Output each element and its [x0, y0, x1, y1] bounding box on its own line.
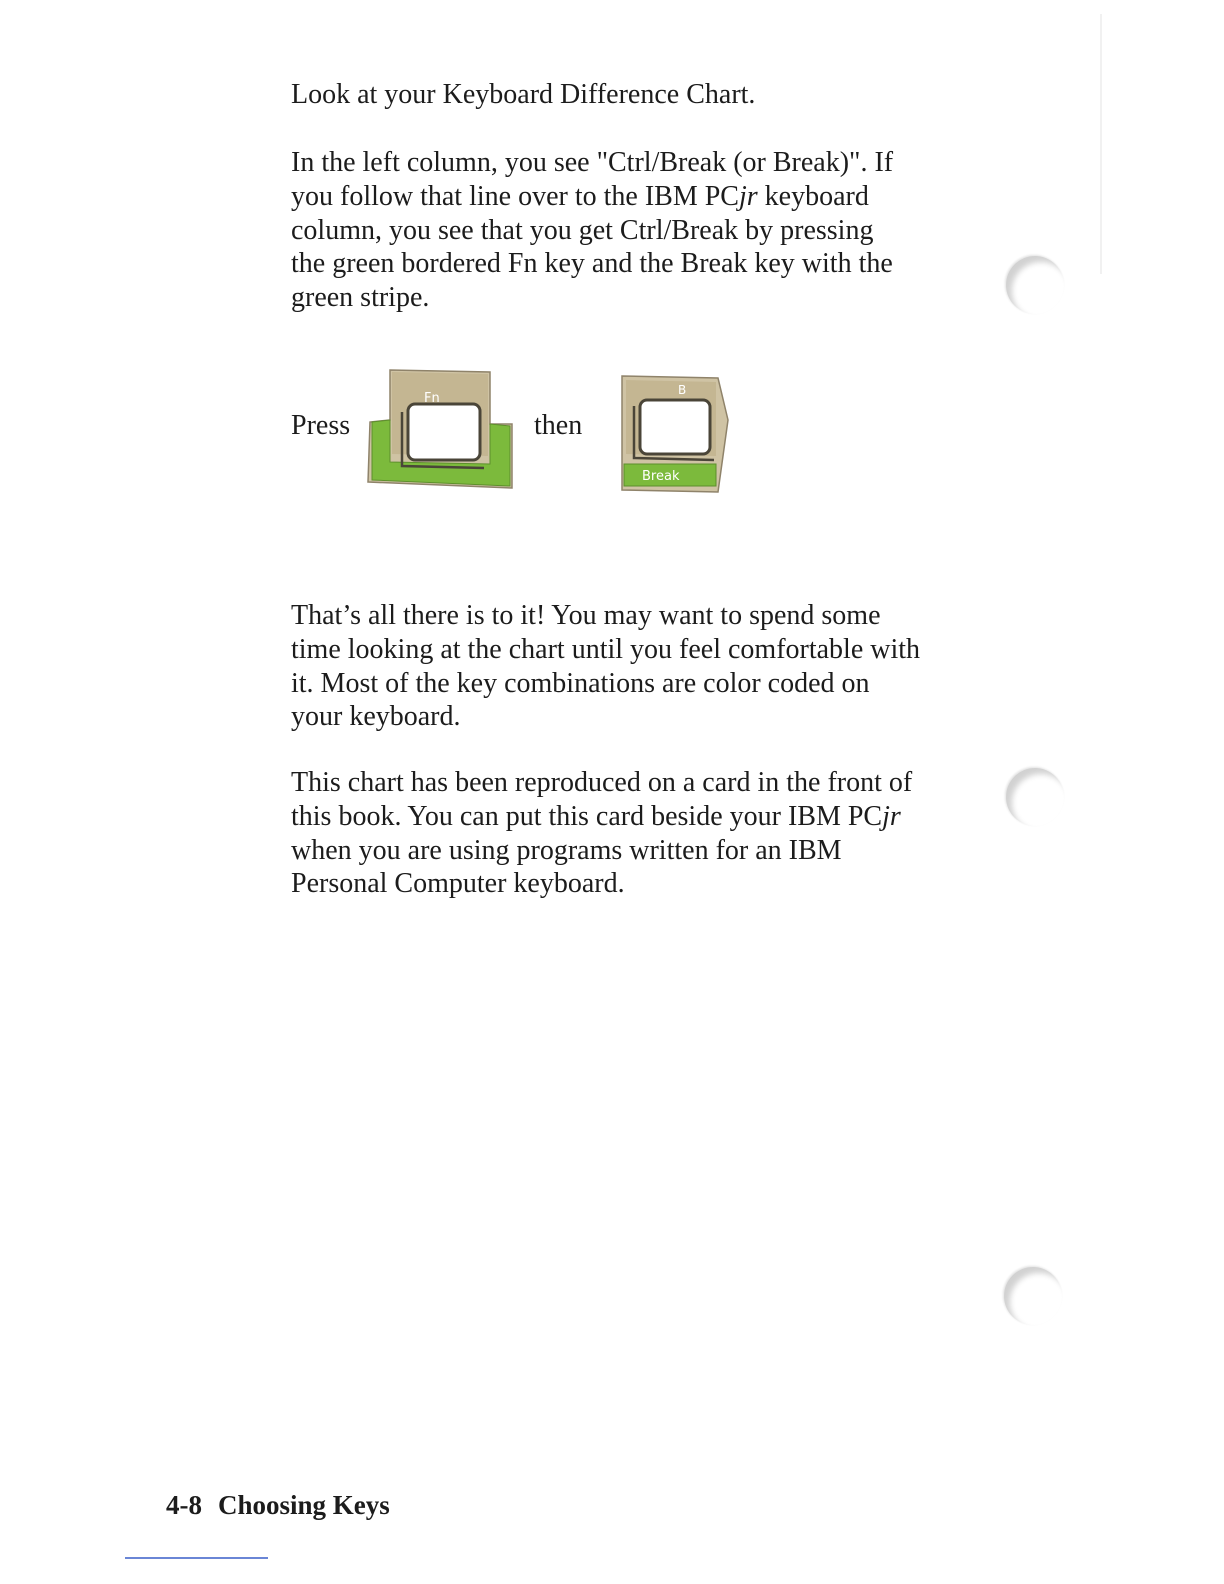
- fn-key-illustration: [362, 364, 518, 500]
- paragraph-2-line-4: the green bordered Fn key and the Break key with the: [291, 248, 893, 280]
- binder-hole-middle: [1006, 768, 1064, 826]
- binder-hole-top: [1006, 256, 1064, 314]
- page-footer: [166, 1489, 390, 1521]
- section-title: Choosing Keys: [218, 1490, 390, 1520]
- scan-mark: [125, 1557, 268, 1559]
- paragraph-1: Look at your Keyboard Difference Chart.: [291, 79, 756, 110]
- paragraph-4-line-3: when you are using programs written for an IBM: [291, 834, 842, 866]
- paragraph-2-line-3: column, you see that you get Ctrl/Break by pressing: [291, 214, 874, 246]
- paragraph-4-line-1: This chart has been reproduced on a card in the front of: [291, 767, 913, 798]
- then-label: then: [534, 410, 583, 441]
- page-number: 4-8: [166, 1490, 202, 1520]
- press-label: Press: [291, 410, 351, 441]
- fn-key-legend: Fn: [424, 391, 440, 406]
- b-key-legend: B: [678, 383, 687, 397]
- paragraph-2-line-5: green stripe.: [291, 282, 430, 314]
- paragraph-2: [291, 146, 971, 315]
- paragraph-4-line-4: Personal Computer keyboard.: [291, 868, 625, 900]
- paragraph-4-line-2-start: this book. You can put this card beside your IBM PC: [291, 800, 883, 832]
- page-edge-shadow: [1100, 14, 1102, 274]
- break-key-face: [640, 400, 710, 454]
- paragraph-2-line-1: In the left column, you see "Ctrl/Break (or Break)". If: [291, 147, 894, 178]
- pcjr-italic: jr: [882, 800, 901, 832]
- fn-key-face: [408, 404, 480, 460]
- paragraph-2-line-2-start: you follow that line over to the IBM PC: [291, 180, 739, 212]
- paragraph-4: [291, 766, 971, 901]
- break-stripe-legend: Break: [642, 469, 680, 484]
- paragraph-2-line-2-end: keyboard: [757, 180, 869, 212]
- pcjr-italic: jr: [738, 180, 758, 212]
- binder-hole-bottom: [1004, 1267, 1062, 1325]
- paragraph-3: That’s all there is to it! You may want to spend some time looking at the chart until you feel comfortable with it. Most of the key combinations are color coded on your keyboard.: [291, 600, 921, 733]
- break-key-illustration: [616, 372, 730, 496]
